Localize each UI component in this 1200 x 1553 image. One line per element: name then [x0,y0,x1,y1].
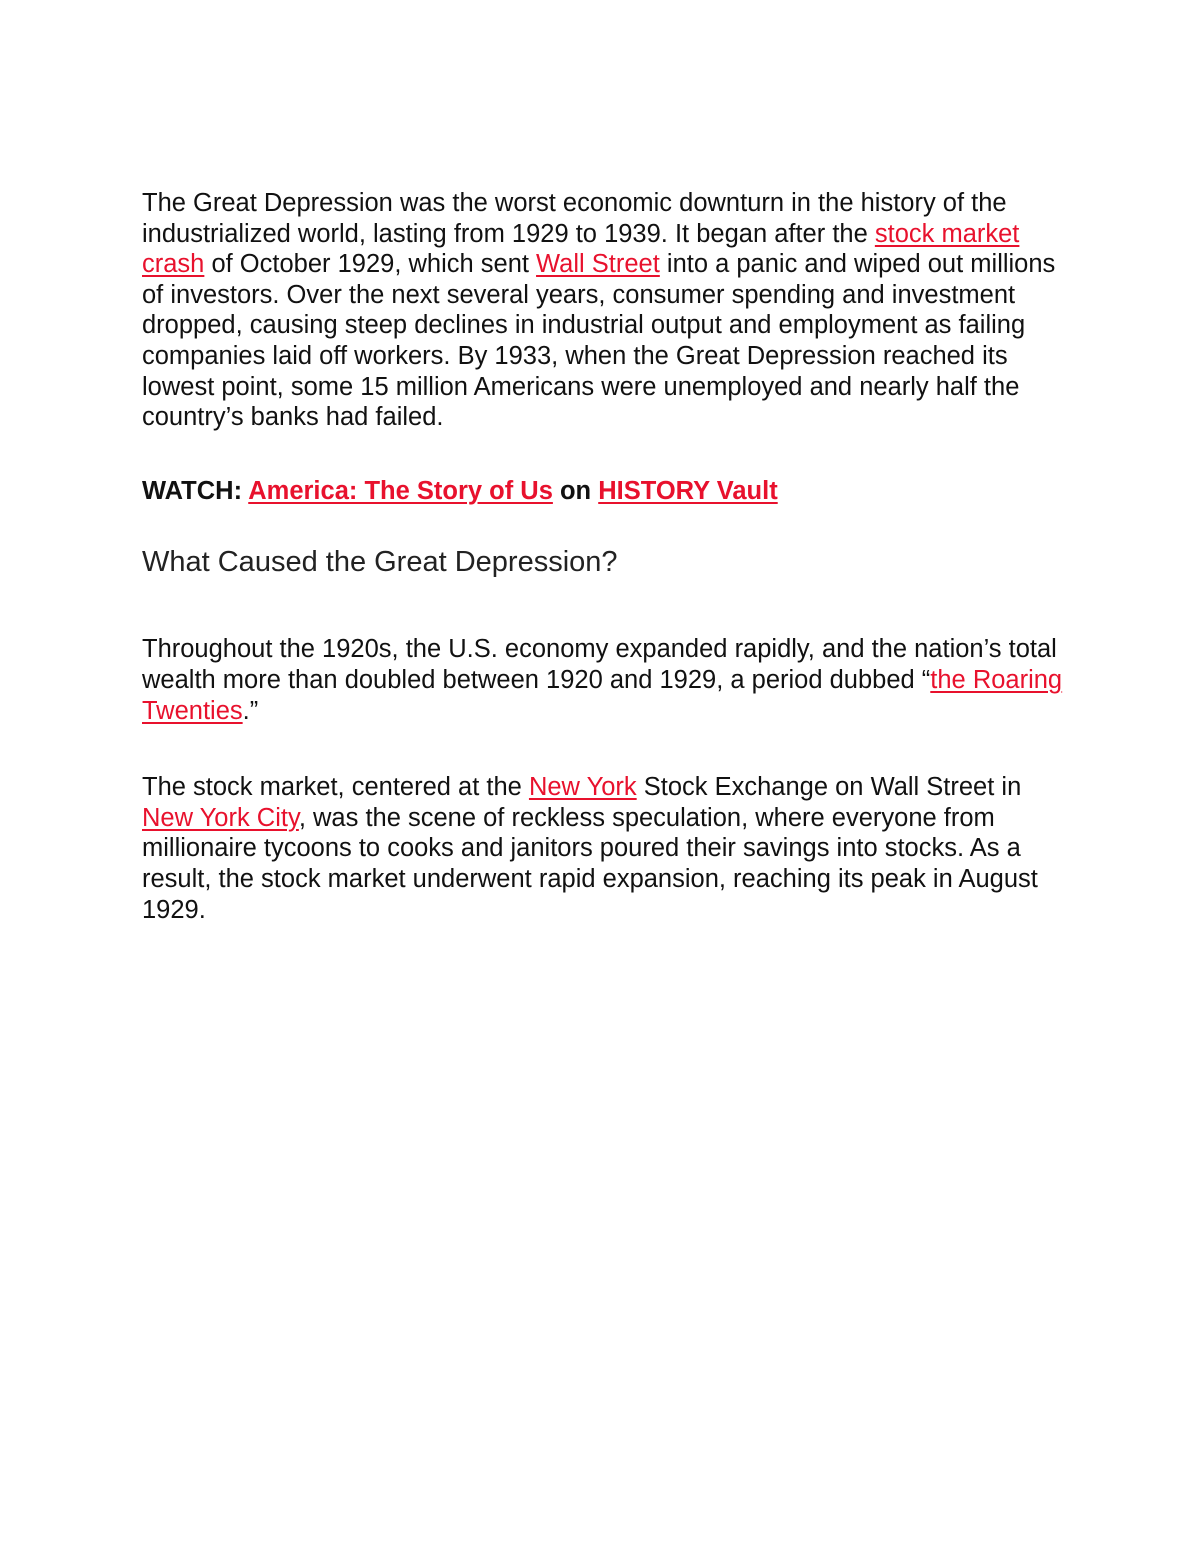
link-new-york[interactable]: New York [528,773,637,802]
p3-text-1: The stock market, centered at the [142,773,529,802]
p2-text-2: .” [242,696,259,725]
intro-text-1: The Great Depression was the worst economic downturn in the history of the industrialized world, lasting from 1929 to 1939. It began after the [142,189,1007,248]
roaring-twenties-paragraph [142,634,1072,726]
stock-market-paragraph [142,772,1072,925]
watch-label: WATCH: [142,476,243,505]
document-content [142,188,1072,925]
link-stock-market-crash[interactable]: stock market crash [142,219,1020,279]
section-heading: What Caused the Great Depression? [142,546,618,579]
link-new-york-city[interactable]: New York City [142,803,299,832]
intro-paragraph [142,188,1072,433]
watch-line [142,476,1072,507]
link-wall-street[interactable]: Wall Street [536,250,660,279]
link-america-story-of-us[interactable]: America: The Story of Us [248,476,553,505]
p3-text-2: Stock Exchange on Wall Street in [636,773,1022,802]
link-history-vault[interactable]: HISTORY Vault [598,476,778,505]
intro-text-2: of October 1929, which sent [204,250,537,279]
p2-text-1: Throughout the 1920s, the U.S. economy expanded rapidly, and the nation’s total wealth more than doubled between 1920 and 1929, a period dubbed “ [142,635,1057,694]
watch-on-text: on [552,476,599,505]
link-roaring-twenties[interactable]: the Roaring Twenties [142,665,1063,725]
intro-text-3: into a panic and wiped out millions of investors. Over the next several years, consumer spending and investment dropped, causing steep declines in industrial output and employment as failing companies laid off workers. By 1933, when the Great Depression reached its lowest point, some 15 million Americans were unemployed and nearly half the country’s banks had failed. [142,250,1056,432]
p3-text-3: , was the scene of reckless speculation, where everyone from millionaire tycoons to cooks and janitors poured their savings into stocks. As a result, the stock market underwent rapid expansion, reaching its peak in August 1929. [142,803,1038,924]
